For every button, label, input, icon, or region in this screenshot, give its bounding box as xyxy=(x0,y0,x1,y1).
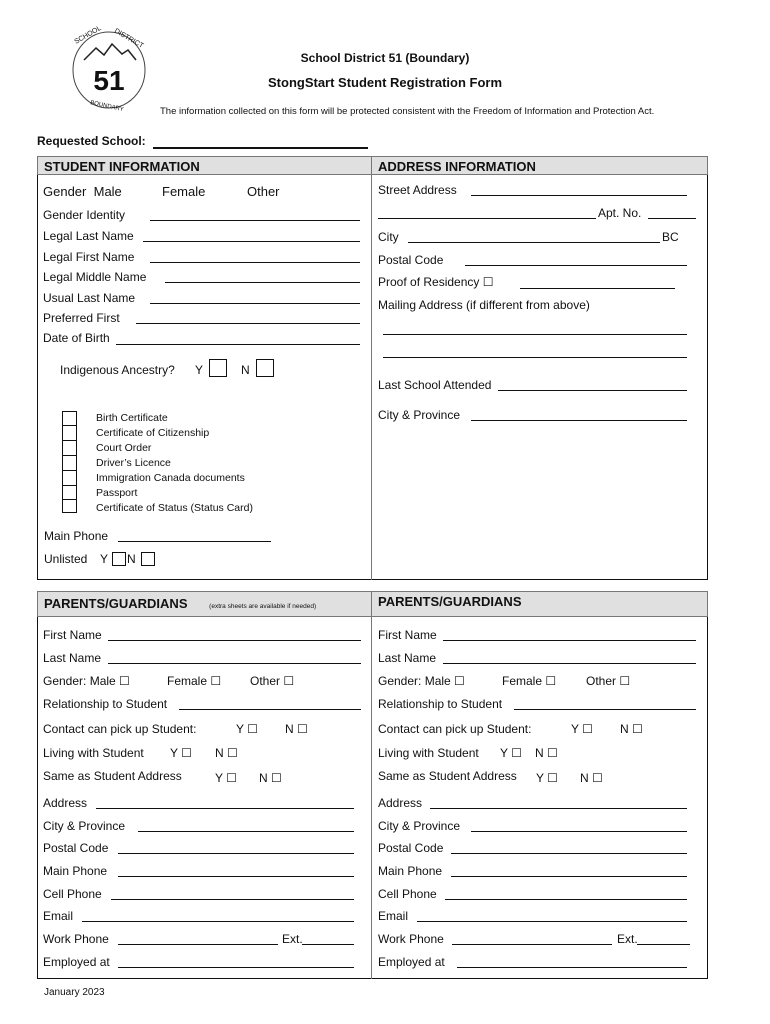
g2-last-name-label: Last Name xyxy=(378,651,437,665)
g1-postal-label: Postal Code xyxy=(43,841,109,855)
document-immigration: Immigration Canada documents xyxy=(96,472,245,484)
g2-employed-label: Employed at xyxy=(378,955,445,969)
g1-same-address-label: Same as Student Address xyxy=(43,769,182,783)
preferred-first-field[interactable] xyxy=(136,323,360,324)
g1-postal-field[interactable] xyxy=(118,853,354,854)
city-field[interactable] xyxy=(408,242,660,243)
g1-gender-female[interactable]: Female ☐ xyxy=(167,674,222,688)
footer-date: January 2023 xyxy=(44,987,105,998)
form-title: StongStart Student Registration Form xyxy=(268,75,502,90)
svg-text:DISTRICT: DISTRICT xyxy=(113,27,145,50)
g1-address-label: Address xyxy=(43,796,88,810)
g2-pickup-label: Contact can pick up Student: xyxy=(378,722,532,736)
last-school-field[interactable] xyxy=(498,390,687,391)
document-citizenship: Certificate of Citizenship xyxy=(96,427,210,439)
legal-middle-name-field[interactable] xyxy=(165,282,360,283)
g1-living-no[interactable]: N ☐ xyxy=(215,746,238,760)
document-passport: Passport xyxy=(96,487,138,499)
g2-main-phone-field[interactable] xyxy=(451,876,687,877)
address-heading: ADDRESS INFORMATION xyxy=(371,156,708,175)
postal-code-field[interactable] xyxy=(465,265,687,266)
g1-ext-field[interactable] xyxy=(302,944,354,945)
street-address-line2-field[interactable] xyxy=(378,218,596,219)
document-birth-certificate: Birth Certificate xyxy=(96,412,168,424)
svg-text:SCHOOL: SCHOOL xyxy=(73,24,103,46)
gender-other-option[interactable]: Other xyxy=(247,184,280,199)
g1-pickup-no[interactable]: N ☐ xyxy=(285,722,308,736)
checkbox-divider xyxy=(62,485,77,486)
g1-relationship-label: Relationship to Student xyxy=(43,697,168,711)
g1-work-phone-label: Work Phone xyxy=(43,932,109,946)
legal-first-name-field[interactable] xyxy=(150,262,360,263)
unlisted-n-label: N xyxy=(127,552,136,566)
checkbox-divider xyxy=(62,499,77,500)
g2-ext-field[interactable] xyxy=(637,944,690,945)
g2-main-phone-label: Main Phone xyxy=(378,864,443,878)
g1-same-address-no[interactable]: N ☐ xyxy=(259,771,282,785)
unlisted-label: Unlisted xyxy=(44,552,88,566)
gender-identity-label: Gender Identity xyxy=(43,208,126,222)
g2-first-name-field[interactable] xyxy=(443,640,696,641)
date-of-birth-label: Date of Birth xyxy=(43,331,110,345)
g1-first-name-label: First Name xyxy=(43,628,102,642)
school-city-province-label: City & Province xyxy=(378,408,461,422)
g2-work-phone-label: Work Phone xyxy=(378,932,444,946)
g1-cell-phone-field[interactable] xyxy=(111,899,354,900)
g1-employed-label: Employed at xyxy=(43,955,110,969)
g1-gender-male[interactable]: Gender: Male ☐ xyxy=(43,674,130,688)
g1-main-phone-label: Main Phone xyxy=(43,864,108,878)
mailing-address-line1-field[interactable] xyxy=(383,334,687,335)
checkbox-divider xyxy=(62,440,77,441)
g1-employed-field[interactable] xyxy=(118,967,354,968)
g2-postal-label: Postal Code xyxy=(378,841,444,855)
g2-cell-phone-field[interactable] xyxy=(445,899,687,900)
student-heading: STUDENT INFORMATION xyxy=(37,156,372,175)
g1-last-name-label: Last Name xyxy=(43,651,102,665)
g2-last-name-field[interactable] xyxy=(443,663,696,664)
svg-text:51: 51 xyxy=(93,65,125,96)
g2-first-name-label: First Name xyxy=(378,628,437,642)
g2-address-label: Address xyxy=(378,796,423,810)
g2-pickup-no[interactable]: N ☐ xyxy=(620,722,643,736)
g2-work-phone-field[interactable] xyxy=(452,944,612,945)
indigenous-n-checkbox[interactable] xyxy=(256,359,274,377)
mailing-address-line2-field[interactable] xyxy=(383,357,687,358)
g2-same-address-yes[interactable]: Y ☐ xyxy=(536,771,558,785)
g1-first-name-field[interactable] xyxy=(108,640,361,641)
legal-first-name-label: Legal First Name xyxy=(43,250,135,264)
column-divider xyxy=(371,591,372,979)
g2-living-label: Living with Student xyxy=(378,746,479,760)
g1-relationship-field[interactable] xyxy=(179,709,361,710)
g2-relationship-field[interactable] xyxy=(514,709,696,710)
indigenous-y-checkbox[interactable] xyxy=(209,359,227,377)
last-school-label: Last School Attended xyxy=(378,378,492,392)
g1-email-label: Email xyxy=(43,909,74,923)
guardian1-heading: PARENTS/GUARDIANS (extra sheets are available if needed) xyxy=(37,591,372,617)
column-divider xyxy=(371,156,372,580)
g2-email-field[interactable] xyxy=(417,921,687,922)
g1-city-province-label: City & Province xyxy=(43,819,126,833)
gender-female-option[interactable]: Female xyxy=(162,184,206,199)
g2-cell-phone-label: Cell Phone xyxy=(378,887,437,901)
district-logo xyxy=(66,24,156,114)
indigenous-label: Indigenous Ancestry? xyxy=(60,363,175,377)
g1-city-province-field[interactable] xyxy=(138,831,354,832)
guardian2-heading: PARENTS/GUARDIANS xyxy=(371,591,708,617)
checkbox-divider xyxy=(62,455,77,456)
apt-no-field[interactable] xyxy=(648,218,696,219)
school-city-province-field[interactable] xyxy=(471,420,687,421)
apt-no-label: Apt. No. xyxy=(598,206,642,220)
legal-middle-name-label: Legal Middle Name xyxy=(43,270,147,284)
g2-employed-field[interactable] xyxy=(457,967,687,968)
unlisted-y-checkbox[interactable] xyxy=(112,552,126,566)
g1-same-address-yes[interactable]: Y ☐ xyxy=(215,771,237,785)
proof-of-residency-field[interactable] xyxy=(520,288,675,289)
extra-sheets-note: (extra sheets are available if needed) xyxy=(209,603,317,610)
g2-gender-other[interactable]: Other ☐ xyxy=(586,674,631,688)
g2-living-no[interactable]: N ☐ xyxy=(535,746,558,760)
document-drivers-licence: Driver’s Licence xyxy=(96,457,171,469)
g2-gender-female[interactable]: Female ☐ xyxy=(502,674,557,688)
g1-email-field[interactable] xyxy=(82,921,354,922)
g2-city-province-field[interactable] xyxy=(471,831,687,832)
gender-identity-field[interactable] xyxy=(150,220,360,221)
document-court-order: Court Order xyxy=(96,442,152,454)
g2-living-yes[interactable]: Y ☐ xyxy=(500,746,522,760)
city-bc-label: BC xyxy=(662,230,679,244)
legal-last-name-label: Legal Last Name xyxy=(43,229,134,243)
gender-label: Gender Male xyxy=(43,184,122,199)
indigenous-n-label: N xyxy=(241,363,250,377)
g2-pickup-yes[interactable]: Y ☐ xyxy=(571,722,593,736)
city-label: City xyxy=(378,230,399,244)
g2-same-address-no[interactable]: N ☐ xyxy=(580,771,603,785)
g1-pickup-yes[interactable]: Y ☐ xyxy=(236,722,258,736)
street-address-field[interactable] xyxy=(471,195,687,196)
usual-last-name-field[interactable] xyxy=(150,303,360,304)
svg-text:BOUNDARY: BOUNDARY xyxy=(89,100,124,114)
g2-gender-male[interactable]: Gender: Male ☐ xyxy=(378,674,465,688)
postal-code-label: Postal Code xyxy=(378,253,444,267)
g1-address-field[interactable] xyxy=(96,808,354,809)
date-of-birth-field[interactable] xyxy=(116,344,360,345)
g2-city-province-label: City & Province xyxy=(378,819,461,833)
mailing-address-label: Mailing Address (if different from above) xyxy=(378,298,590,312)
district-name: School District 51 (Boundary) xyxy=(300,51,470,65)
main-phone-label: Main Phone xyxy=(44,529,109,543)
legal-last-name-field[interactable] xyxy=(143,241,360,242)
indigenous-y-label: Y xyxy=(195,363,204,377)
street-address-label: Street Address xyxy=(378,183,457,197)
document-checkbox-column[interactable] xyxy=(62,411,77,513)
g1-last-name-field[interactable] xyxy=(108,663,361,664)
checkbox-divider xyxy=(62,470,77,471)
checkbox-divider xyxy=(62,425,77,426)
g1-ext-label: Ext. xyxy=(282,932,303,946)
g1-work-phone-field[interactable] xyxy=(118,944,278,945)
main-phone-field[interactable] xyxy=(118,541,271,542)
g1-living-yes[interactable]: Y ☐ xyxy=(170,746,192,760)
g2-same-address-label: Same as Student Address xyxy=(378,769,517,783)
g2-ext-label: Ext. xyxy=(617,932,638,946)
g1-pickup-label: Contact can pick up Student: xyxy=(43,722,197,736)
usual-last-name-label: Usual Last Name xyxy=(43,291,136,305)
g2-relationship-label: Relationship to Student xyxy=(378,697,503,711)
unlisted-y-label: Y xyxy=(100,552,109,566)
g1-gender-other[interactable]: Other ☐ xyxy=(250,674,295,688)
g2-address-field[interactable] xyxy=(430,808,687,809)
proof-of-residency-label[interactable]: Proof of Residency ☐ xyxy=(378,275,494,289)
g1-cell-phone-label: Cell Phone xyxy=(43,887,102,901)
g1-main-phone-field[interactable] xyxy=(118,876,354,877)
unlisted-n-checkbox[interactable] xyxy=(141,552,155,566)
g2-email-label: Email xyxy=(378,909,409,923)
requested-school-field[interactable] xyxy=(153,147,368,149)
g1-living-label: Living with Student xyxy=(43,746,144,760)
requested-school-label: Requested School: xyxy=(37,134,146,148)
preferred-first-label: Preferred First xyxy=(43,311,120,325)
privacy-note: The information collected on this form will be protected consistent with the Freedom of Information and Protection Act. xyxy=(160,106,655,117)
g2-postal-field[interactable] xyxy=(451,853,687,854)
document-status-card: Certificate of Status (Status Card) xyxy=(96,502,253,514)
